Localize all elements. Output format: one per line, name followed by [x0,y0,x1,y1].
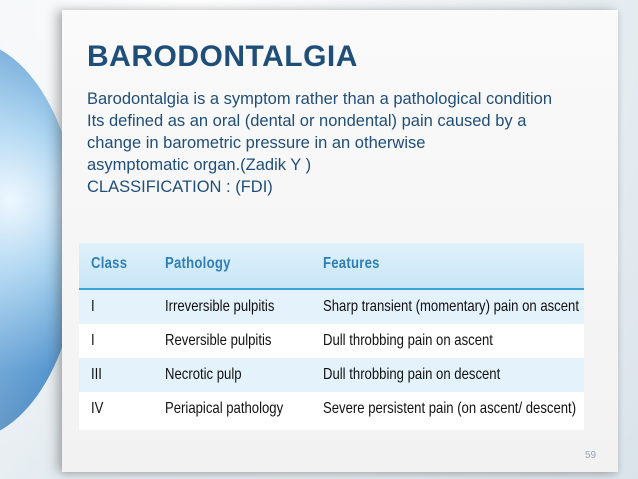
cell-features: Dull throbbing pain on ascent [323,332,493,349]
cell-pathology: Irreversible pulpitis [165,298,275,315]
page-number: 59 [585,450,597,461]
cell-pathology: Reversible pulpitis [165,332,272,349]
table-row [79,358,584,392]
body-line: change in barometric pressure in an otherwise [87,134,426,152]
header-pathology: Pathology [165,255,231,272]
cell-pathology: Necrotic pulp [165,366,242,383]
header-class: Class [91,255,128,272]
cell-class: III [91,366,102,383]
body-line: asymptomatic organ.(Zadik Y ) [87,156,312,174]
cell-pathology: Periapical pathology [165,400,284,417]
cell-class: I [91,298,95,315]
classification-table [79,243,584,430]
table-row [79,290,584,324]
body-line: Barodontalgia is a symptom rather than a pathological condition [87,90,553,108]
table-row [79,324,584,358]
body-text [87,88,607,198]
header-features: Features [323,255,380,272]
cell-class: IV [91,400,104,417]
table-header [79,243,584,290]
cell-features: Dull throbbing pain on descent [323,366,501,383]
body-line: CLASSIFICATION : (FDI) [87,178,273,196]
body-line: Its defined as an oral (dental or nondental) pain caused by a [87,112,527,130]
cell-features: Sharp transient (momentary) pain on ascent [323,298,579,315]
slide-title: BARODONTALGIA [87,40,358,73]
cell-features: Severe persistent pain (on ascent/ descent) [323,400,577,417]
cell-class: I [91,332,95,349]
table-body [79,290,584,426]
table-row [79,392,584,426]
